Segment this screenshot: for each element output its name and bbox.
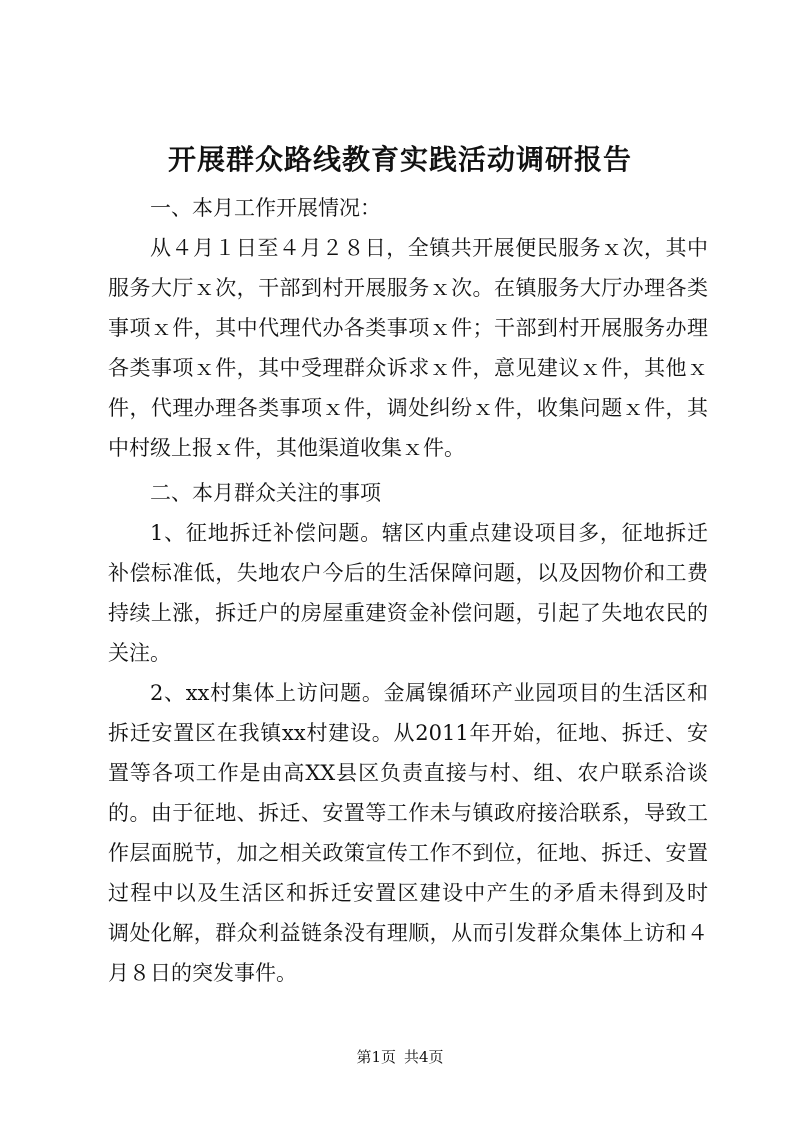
paragraph-line: 从４月１日至４月２８日，全镇共开展便民服务ｘ次，其中 [150, 236, 708, 260]
section-heading-work: 一、本月工作开展情况： [150, 196, 381, 220]
page-number: 第1页 [356, 1048, 396, 1066]
paragraph-line: 2、xx村集体上访问题。金属镍循环产业园项目的生活区和 [150, 681, 708, 705]
paragraph-line: 件，代理办理各类事项ｘ件，调处纠纷ｘ件，收集问题ｘ件，其 [108, 396, 708, 420]
paragraph-line: 过程中以及生活区和拆迁安置区建设中产生的矛盾未得到及时 [108, 881, 708, 905]
paragraph-line: 作层面脱节，加之相关政策宣传工作不到位，征地、拆迁、安置 [108, 841, 708, 865]
paragraph-line: 持续上涨，拆迁户的房屋重建资金补偿问题，引起了失地农民的 [108, 601, 708, 625]
paragraph-line: 补偿标准低，失地农户今后的生活保障问题，以及因物价和工费 [108, 561, 708, 585]
paragraph-line: 置等各项工作是由高XX县区负责直接与村、组、农户联系洽谈 [108, 761, 708, 785]
paragraph-line: 的。由于征地、拆迁、安置等工作未与镇政府接洽联系，导致工 [108, 801, 708, 825]
paragraph-line: 1、征地拆迁补偿问题。辖区内重点建设项目多，征地拆迁 [150, 521, 708, 545]
paragraph-line: 服务大厅ｘ次，干部到村开展服务ｘ次。在镇服务大厅办理各类 [108, 276, 708, 300]
paragraph-line: 月８日的突发事件。 [108, 961, 297, 985]
paragraph-line: 拆迁安置区在我镇xx村建设。从2011年开始，征地、拆迁、安 [108, 721, 708, 745]
page-footer [0, 1046, 800, 1068]
document-title: 开展群众路线教育实践活动调研报告 [167, 143, 632, 176]
paragraph-line: 调处化解，群众利益链条没有理顺，从而引发群众集体上访和４ [108, 921, 708, 945]
paragraph-line: 关注。 [108, 641, 171, 665]
paragraph-line: 中村级上报ｘ件，其他渠道收集ｘ件。 [108, 436, 465, 460]
paragraph-line: 各类事项ｘ件，其中受理群众诉求ｘ件，意见建议ｘ件，其他ｘ [108, 356, 708, 380]
page-total: 共4页 [404, 1048, 444, 1066]
paragraph-line: 事项ｘ件，其中代理代办各类事项ｘ件；干部到村开展服务办理 [108, 316, 708, 340]
section-heading-concerns: 二、本月群众关注的事项 [150, 481, 381, 505]
